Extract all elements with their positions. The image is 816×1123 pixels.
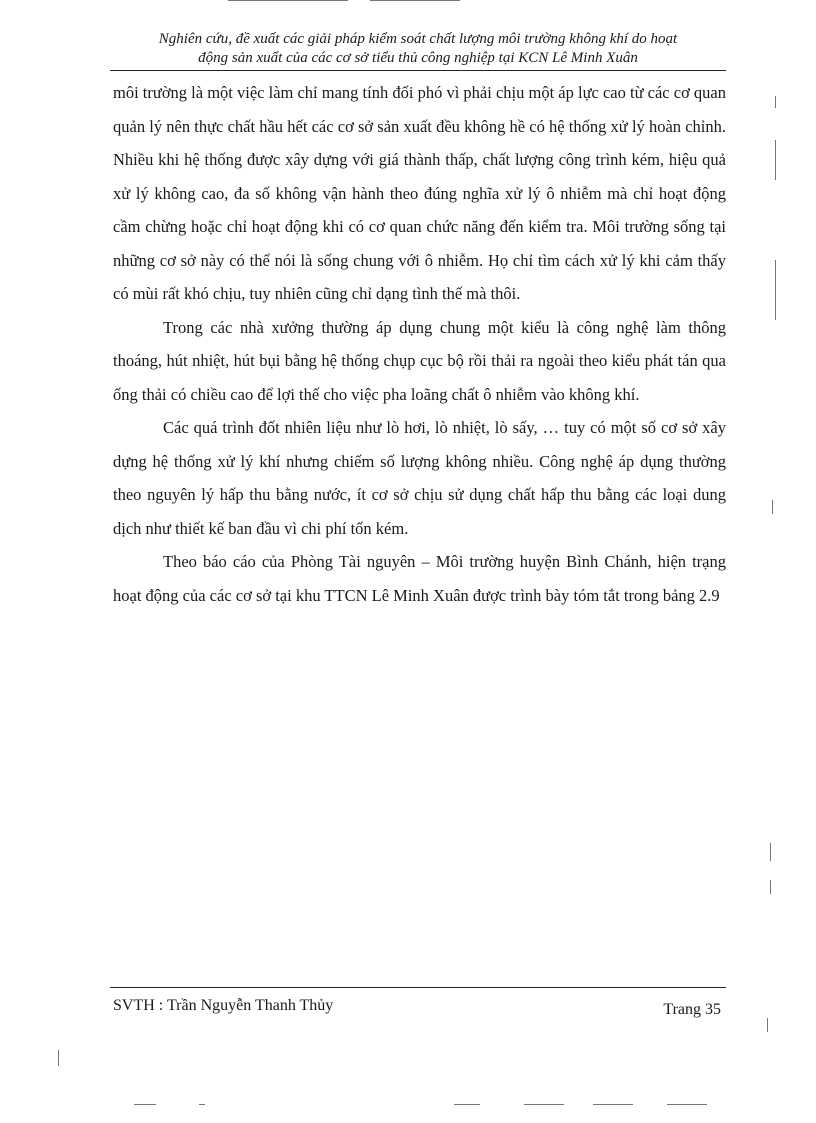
- scan-mark: [199, 1104, 205, 1105]
- scan-mark: [370, 0, 460, 1]
- scan-mark: [593, 1104, 633, 1105]
- scan-mark: [770, 880, 771, 894]
- footer-author: SVTH : Trần Nguyễn Thanh Thủy: [113, 997, 334, 1014]
- scan-mark: [228, 0, 348, 1]
- header-divider: [110, 70, 726, 71]
- scan-mark: [454, 1104, 480, 1105]
- scan-mark: [775, 140, 776, 180]
- scan-mark: [770, 843, 771, 861]
- paragraph: Trong các nhà xưởng thường áp dụng chung một kiểu là công nghệ làm thông thoáng, hút nhiệt, hút bụi bằng hệ thống chụp cục bộ rồi thải ra ngoài theo kiểu phát tán qua ống thải có chiều cao để lợi thế cho việc pha loãng chất ô nhiễm vào không khí.: [113, 317, 726, 404]
- paragraph: Theo báo cáo của Phòng Tài nguyên – Môi trường huyện Bình Chánh, hiện trạng hoạt động của các cơ sở tại khu TTCN Lê Minh Xuân được trình bày tóm tắt trong bảng 2.9: [113, 552, 726, 605]
- running-header: [110, 30, 726, 68]
- scan-mark: [775, 260, 776, 320]
- scan-mark: [58, 1050, 59, 1066]
- scan-mark: [134, 1104, 156, 1105]
- header-title-line-2: động sản xuất của các cơ sở tiểu thủ công nghiệp tại KCN Lê Minh Xuân: [198, 50, 638, 66]
- paragraph-continued: môi trường là một việc làm chỉ mang tính đối phó vì phải chịu một áp lực cao từ các cơ quan quản lý nên thực chất hầu hết các cơ sở sản xuất đều không hề có hệ thống xử lý hoàn chỉnh. Nhiều khi hệ thống được xây dựng với giá thành thấp, chất lượng công trình kém, hiệu quả xử lý không cao, đa số không vận hành theo đúng nghĩa xử lý ô nhiễm mà chỉ hoạt động cầm chừng hoặc chỉ hoạt động khi có cơ quan chức năng đến kiểm tra. Môi trường sống tại những cơ sở này có thể nói là sống chung với ô nhiễm. Họ chỉ tìm cách xử lý khi cảm thấy có mùi rất khó chịu, tuy nhiên cũng chỉ dạng tình thế mà thôi.: [113, 83, 726, 303]
- paragraph: Các quá trình đốt nhiên liệu như lò hơi, lò nhiệt, lò sấy, … tuy có một số cơ sở xây dựng hệ thống xử lý khí nhưng chiếm số lượng không nhiều. Công nghệ áp dụng thường theo nguyên lý hấp thu bằng nước, ít cơ sở chịu sử dụng chất hấp thu bằng các loại dung dịch như thiết kế ban đầu vì chi phí tốn kém.: [113, 418, 726, 538]
- scan-mark: [767, 1018, 768, 1032]
- scan-mark: [524, 1104, 564, 1105]
- body-text: [113, 76, 726, 612]
- scan-mark: [775, 96, 776, 108]
- scan-mark: [772, 500, 773, 514]
- scan-mark: [667, 1104, 707, 1105]
- page-number: Trang 35: [663, 1001, 721, 1018]
- footer-divider: [110, 987, 726, 988]
- header-title-line-1: Nghiên cứu, đề xuất các giải pháp kiểm soát chất lượng môi trường không khí do hoạt: [158, 31, 678, 47]
